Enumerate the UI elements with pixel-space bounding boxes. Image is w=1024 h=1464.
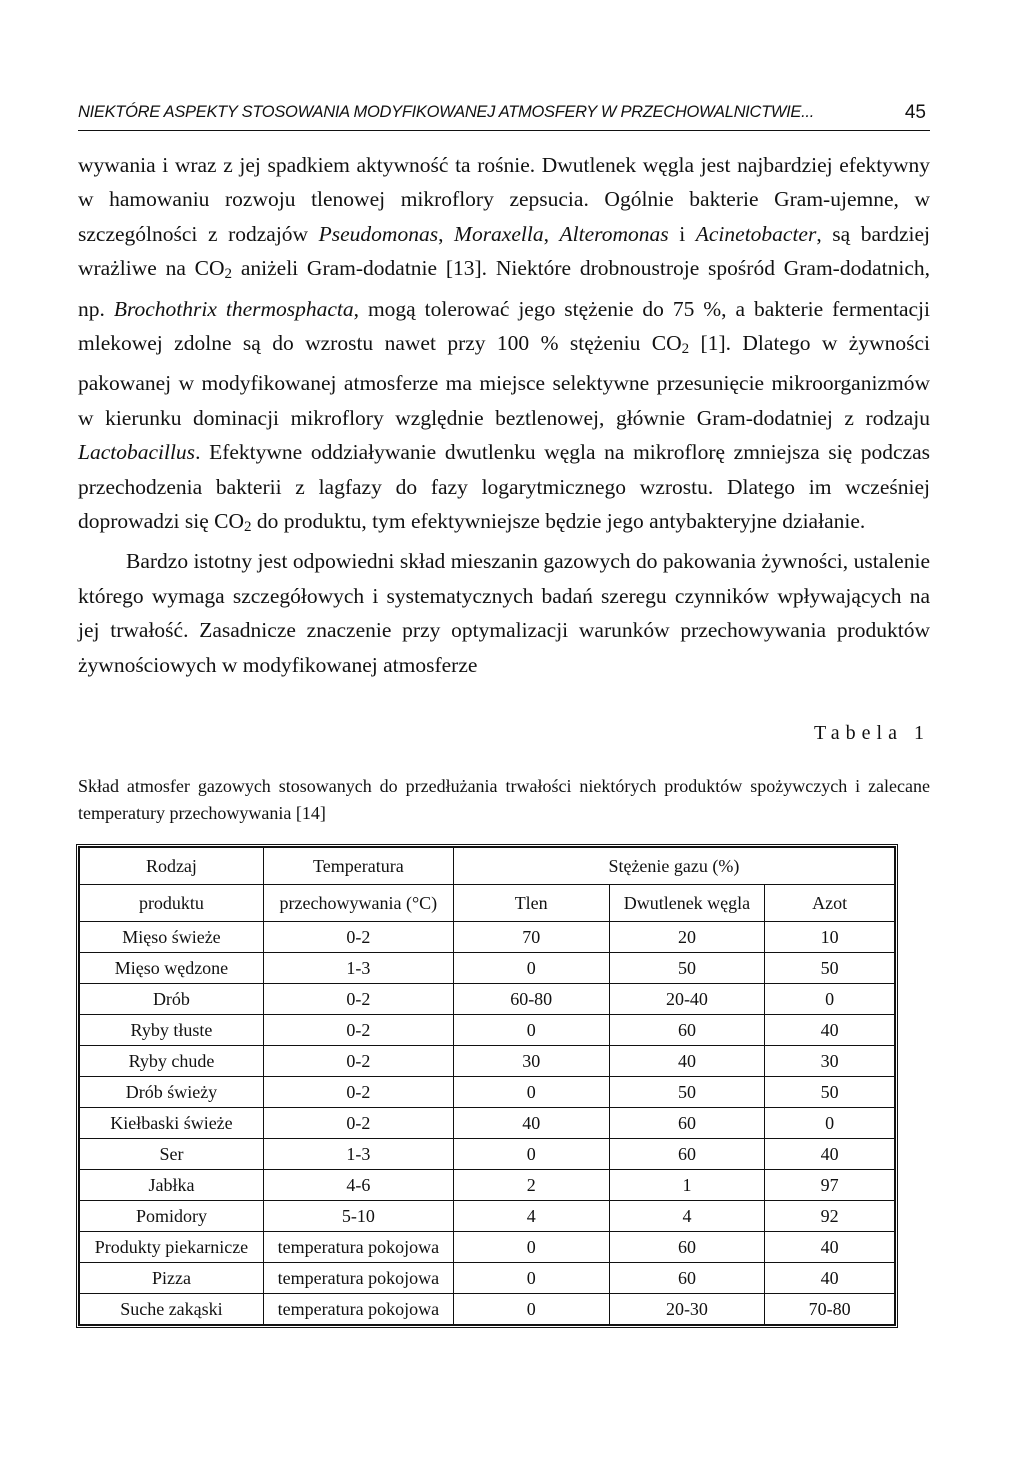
cell-nitrogen: 97: [765, 1170, 895, 1201]
cell-nitrogen: 0: [765, 984, 895, 1015]
gas-composition-table: [79, 847, 895, 1325]
cell-product: Drób: [80, 984, 264, 1015]
cell-nitrogen: 30: [765, 1046, 895, 1077]
cell-product: Pomidory: [80, 1201, 264, 1232]
text-run: wywania i wraz z jej spadkiem aktywność ta rośnie. Dwutlenek węgla jest najbardziej efektywny w hamowaniu rozwoju tlenowej mikroflory zepsucia. Ogólnie bakterie Gram-ujemne, w szczególności z rodzajów: [78, 153, 930, 246]
cell-product: Ryby tłuste: [80, 1015, 264, 1046]
cell-oxygen: 0: [453, 1015, 609, 1046]
genus-name: Alteromonas: [559, 221, 669, 246]
cell-nitrogen: 40: [765, 1139, 895, 1170]
text-run: aniżeli Gram-dodatnie [13]. Niektóre drobnoustroje spośród Gram-dodatnich, np.: [78, 256, 930, 321]
running-header: [78, 100, 930, 131]
cell-temperature: 5-10: [263, 1201, 453, 1232]
cell-co2: 50: [609, 1077, 765, 1108]
cell-oxygen: 0: [453, 1139, 609, 1170]
species-name: Brochothrix thermosphacta: [113, 296, 354, 321]
cell-temperature: 1-3: [263, 1139, 453, 1170]
cell-nitrogen: 10: [765, 922, 895, 953]
cell-co2: 60: [609, 1232, 765, 1263]
cell-temperature: 0-2: [263, 1015, 453, 1046]
cell-temperature: temperatura pokojowa: [263, 1263, 453, 1294]
cell-oxygen: 0: [453, 1263, 609, 1294]
subscript: 2: [244, 519, 252, 536]
table-row: [80, 1232, 895, 1263]
cell-co2: 60: [609, 1139, 765, 1170]
cell-oxygen: 0: [453, 953, 609, 984]
header-gas-group: Stężenie gazu (%): [453, 848, 894, 885]
table-row: [80, 1108, 895, 1139]
cell-co2: 1: [609, 1170, 765, 1201]
cell-nitrogen: 40: [765, 1263, 895, 1294]
genus-name: Pseudomonas: [318, 221, 439, 246]
cell-nitrogen: 50: [765, 1077, 895, 1108]
cell-nitrogen: 50: [765, 953, 895, 984]
cell-temperature: temperatura pokojowa: [263, 1232, 453, 1263]
cell-oxygen: 0: [453, 1232, 609, 1263]
cell-product: Jabłka: [80, 1170, 264, 1201]
cell-co2: 60: [609, 1108, 765, 1139]
header-product-top: Rodzaj: [80, 848, 264, 885]
paragraph-2: Bardzo istotny jest odpowiedni skład mieszanin gazowych do pakowania żywności, ustalenie którego wymaga szczegółowych i systematycznych badań szeregu czynników wpływających na jej trwałość. Zasadnicze znaczenie przy optymalizacji warunków przechowywania produktów żywnościowych w modyfikowanej atmosferze: [78, 549, 930, 677]
cell-temperature: temperatura pokojowa: [263, 1294, 453, 1325]
cell-temperature: 0-2: [263, 1077, 453, 1108]
cell-co2: 20-30: [609, 1294, 765, 1325]
text-run: ,: [438, 221, 455, 246]
cell-product: Pizza: [80, 1263, 264, 1294]
subscript: 2: [681, 341, 690, 358]
cell-temperature: 0-2: [263, 984, 453, 1015]
data-table-frame: [76, 844, 898, 1328]
table-row: [80, 1263, 895, 1294]
table-body: [80, 848, 895, 1325]
genus-name: Moraxella: [454, 221, 544, 246]
text-run: [1]. Dlatego w żywności pakowanej w modyfikowanej atmosferze ma miejsce selektywne przesunięcie mikroorganizmów w kierunku dominacji mikroflory względnie beztlenowej, głównie Gram-dodatniej z rodzaju: [78, 331, 931, 430]
body-text: [78, 148, 930, 682]
cell-product: Produkty piekarnicze: [80, 1232, 264, 1263]
table-row: [80, 1015, 895, 1046]
text-run: ,: [543, 221, 560, 246]
table-row: [80, 1170, 895, 1201]
cell-co2: 50: [609, 953, 765, 984]
text-run: , mogą tolerować jego stężenie do 75 %, a bakterie fermentacji mlekowej zdolne są do wzrostu nawet przy 100 % stężeniu CO: [78, 296, 930, 356]
paragraph-1: [78, 148, 930, 544]
table-header-row: [80, 848, 895, 885]
table-caption: Skład atmosfer gazowych stosowanych do przedłużania trwałości niektórych produktów spożywczych i zalecane temperatury przechowywania [14]: [78, 776, 930, 823]
header-temp-top: Temperatura: [263, 848, 453, 885]
cell-oxygen: 0: [453, 1077, 609, 1108]
table-label: Tabela 1: [813, 722, 930, 744]
header-product-bottom: produktu: [80, 885, 264, 922]
cell-product: Drób świeży: [80, 1077, 264, 1108]
subscript: 2: [224, 266, 233, 283]
table-row: [80, 984, 895, 1015]
cell-temperature: 1-3: [263, 953, 453, 984]
running-title: NIEKTÓRE ASPEKTY STOSOWANIA MODYFIKOWANEJ ATMOSFERY W PRZECHOWALNICTWIE...: [78, 103, 814, 121]
cell-oxygen: 30: [453, 1046, 609, 1077]
genus-name: Acinetobacter: [695, 221, 817, 246]
table-row: [80, 922, 895, 953]
cell-product: Ryby chude: [80, 1046, 264, 1077]
cell-oxygen: 2: [453, 1170, 609, 1201]
cell-nitrogen: 40: [765, 1015, 895, 1046]
cell-oxygen: 70: [453, 922, 609, 953]
cell-co2: 40: [609, 1046, 765, 1077]
cell-nitrogen: 40: [765, 1232, 895, 1263]
text-run: , są bardziej wrażliwe na CO: [78, 221, 930, 281]
cell-product: Kiełbaski świeże: [80, 1108, 264, 1139]
text-run: do produktu, tym efektywniejsze będzie jego antybakteryjne działanie.: [251, 509, 866, 534]
header-oxygen: Tlen: [453, 885, 609, 922]
cell-co2: 60: [609, 1263, 765, 1294]
header-co2: Dwutlenek węgla: [609, 885, 765, 922]
cell-temperature: 0-2: [263, 1046, 453, 1077]
table-row: [80, 1294, 895, 1325]
cell-product: Ser: [80, 1139, 264, 1170]
table-row: [80, 1139, 895, 1170]
cell-nitrogen: 70-80: [765, 1294, 895, 1325]
table-row: [80, 953, 895, 984]
cell-temperature: 4-6: [263, 1170, 453, 1201]
table-header-row: [80, 885, 895, 922]
cell-co2: 4: [609, 1201, 765, 1232]
cell-nitrogen: 0: [765, 1108, 895, 1139]
page-number: 45: [904, 102, 926, 123]
table-row: [80, 1201, 895, 1232]
cell-product: Mięso świeże: [80, 922, 264, 953]
cell-product: Suche zakąski: [80, 1294, 264, 1325]
cell-oxygen: 40: [453, 1108, 609, 1139]
header-temp-bottom: przechowywania (°C): [263, 885, 453, 922]
header-nitrogen: Azot: [765, 885, 895, 922]
cell-co2: 20: [609, 922, 765, 953]
table-row: [80, 1077, 895, 1108]
cell-nitrogen: 92: [765, 1201, 895, 1232]
genus-name: Lactobacillus: [78, 440, 196, 465]
cell-oxygen: 0: [453, 1294, 609, 1325]
text-run: . Efektywne oddziaływanie dwutlenku węgla na mikroflorę zmniejsza się podczas przechodzenia bakterii z lagfazy do fazy logarytmicznego wzrostu. Dlatego im wcześniej doprowadzi się CO: [78, 440, 930, 534]
cell-temperature: 0-2: [263, 1108, 453, 1139]
cell-oxygen: 4: [453, 1201, 609, 1232]
text-run: i: [668, 221, 696, 246]
cell-co2: 20-40: [609, 984, 765, 1015]
cell-product: Mięso wędzone: [80, 953, 264, 984]
table-row: [80, 1046, 895, 1077]
cell-co2: 60: [609, 1015, 765, 1046]
cell-temperature: 0-2: [263, 922, 453, 953]
cell-oxygen: 60-80: [453, 984, 609, 1015]
